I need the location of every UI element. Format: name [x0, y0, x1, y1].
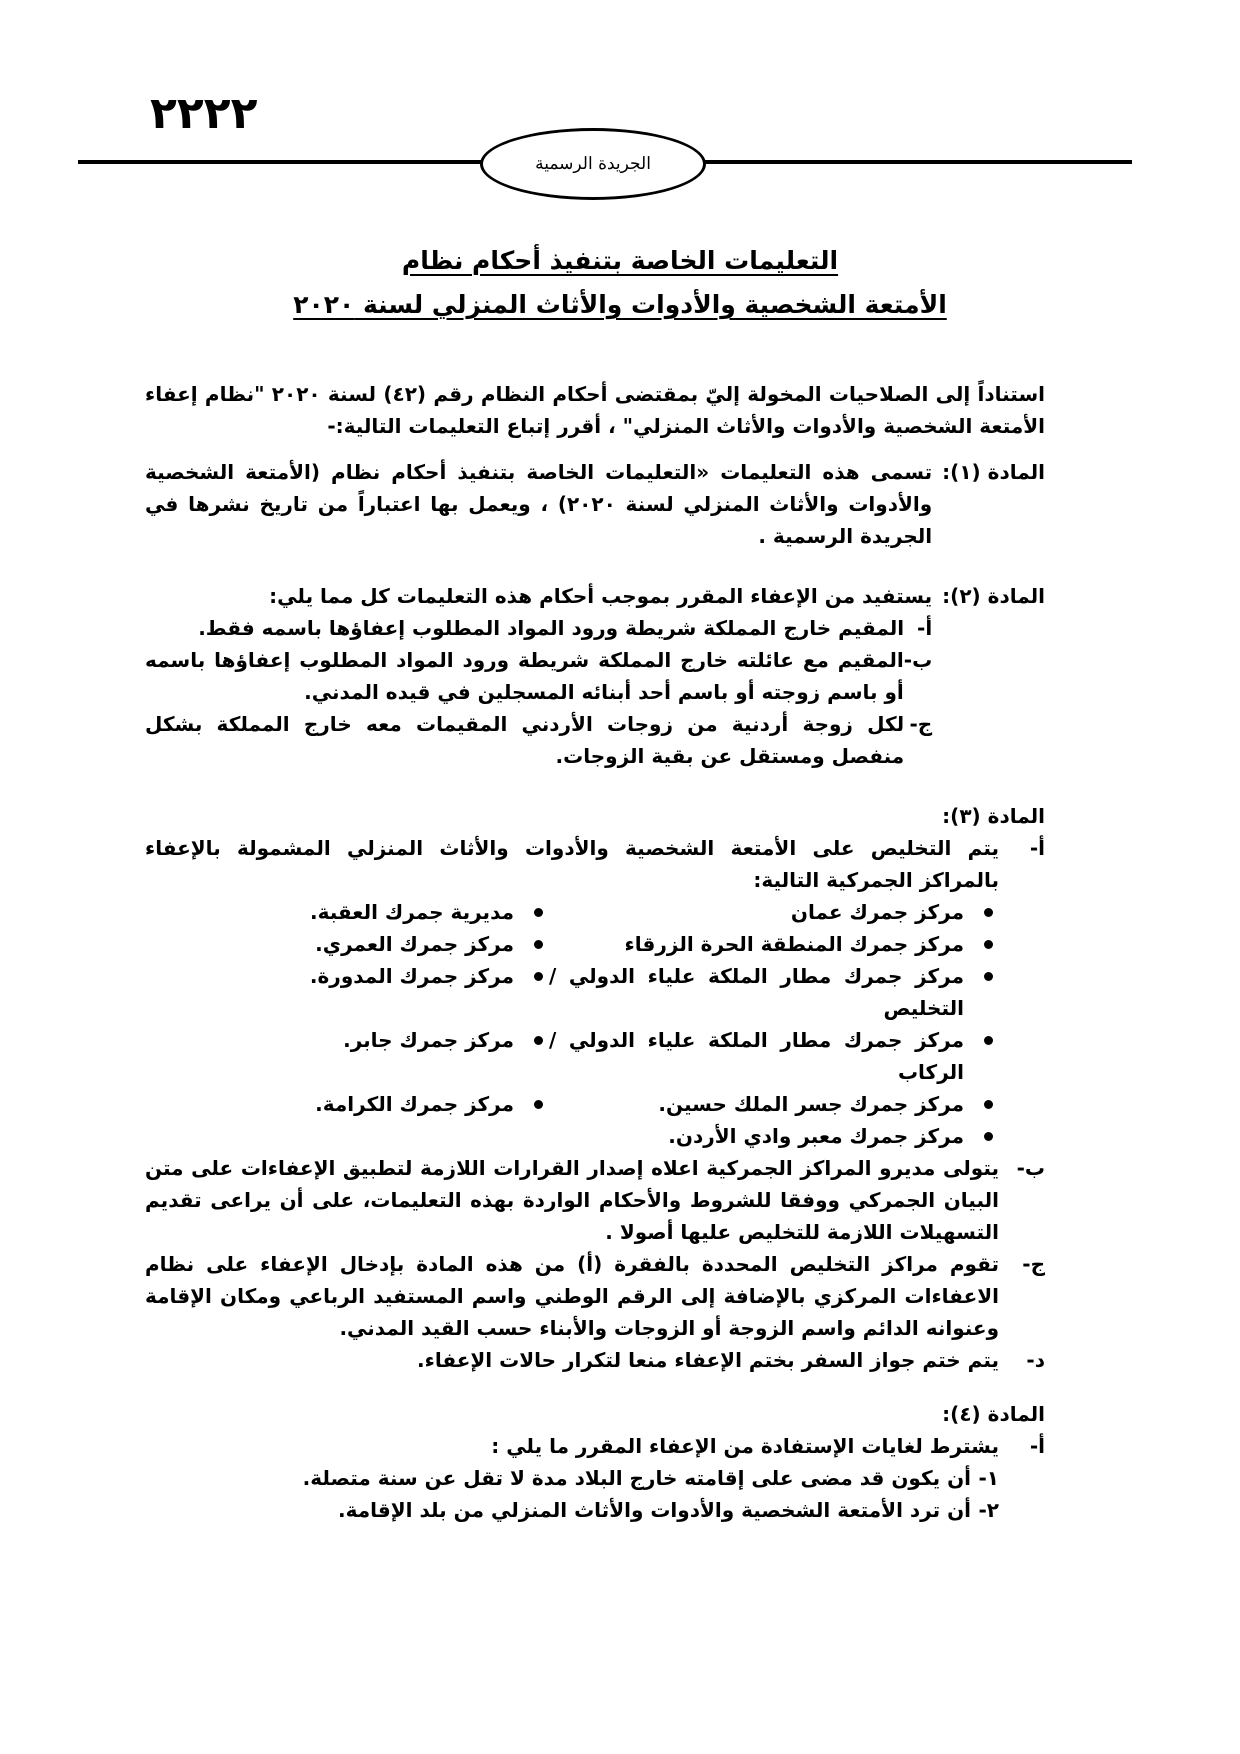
list-item: مركز جمرك جسر الملك حسين. [549, 1088, 999, 1120]
list-item: أ- المقيم خارج المملكة شريطة ورود المواد المطلوب إعفاؤها باسمه فقط. [198, 616, 933, 640]
bullet-icon [984, 908, 993, 917]
masthead-label: الجريدة الرسمية [535, 154, 651, 174]
article-4-paragraph-a: أ- يشترط لغايات الإستفادة من الإعفاء المقرر ما يلي : [491, 1434, 1045, 1458]
list-item: ب- المقيم مع عائلته خارج المملكة شريطة ورود المواد المطلوب إعفاؤها باسمه أو باسم زوجته أو باسم أحد أبنائه المسجلين في قيده المدني. [145, 648, 933, 704]
article-3 [145, 800, 1045, 1376]
article-4 [145, 1398, 1045, 1526]
list-item: مركز جمرك المدورة. [219, 960, 549, 1024]
list-item: مركز جمرك جابر. [219, 1024, 549, 1088]
preamble: استناداً إلى الصلاحيات المخولة إليّ بمقتضى أحكام النظام رقم (٤٢) لسنة ٢٠٢٠ "نظام إعفاء الأمتعة الشخصية والأدوات والأثاث المنزلي" ، أقرر إتباع التعليمات التالية:- [145, 382, 1045, 438]
list-item: ٢- أن ترد الأمتعة الشخصية والأدوات والأثاث المنزلي من بلد الإقامة. [338, 1498, 999, 1522]
customs-centers-list [145, 896, 999, 1152]
list-item: مركز جمرك المنطقة الحرة الزرقاء [549, 928, 999, 960]
document-body [145, 378, 1045, 1526]
article-2 [145, 580, 1045, 772]
article-3-paragraph-a: أ- يتم التخليص على الأمتعة الشخصية والأدوات والأثاث المنزلي المشمولة بالإعفاء بالمراكز الجمركية التالية: [145, 836, 1045, 892]
list-item: مركز جمرك العمري. [219, 928, 549, 960]
article-3-paragraph-c: ج- تقوم مراكز التخليص المحددة بالفقرة (أ) من هذه المادة بإدخال الإعفاء على نظام الاعفاءات المركزي بالإضافة إلى الرقم الوطني واسم المستفيد الرباعي ومكان الإقامة وعنوانه الدائم واسم الزوجة أو الزوجات والأبناء حسب القيد المدني. [145, 1252, 1045, 1340]
list-item: مركز جمرك الكرامة. [219, 1088, 549, 1120]
list-item: مديرية جمرك العقبة. [219, 896, 549, 928]
list-item: ج- لكل زوجة أردنية من زوجات الأردني المقيمات معه خارج المملكة بشكل منفصل ومستقل عن بقية الزوجات. [145, 712, 933, 768]
bullet-icon [534, 972, 543, 981]
article-1-text: تسمى هذه التعليمات «التعليمات الخاصة بتنفيذ أحكام نظام (الأمتعة الشخصية والأدوات والأثاث المنزلي لسنة ٢٠٢٠) ، ويعمل بها اعتباراً من تاريخ نشرها في الجريدة الرسمية . [145, 460, 933, 548]
article-3-paragraph-b: ب- يتولى مديرو المراكز الجمركية اعلاه إصدار القرارات اللازمة لتطبيق الإعفاءات على متن البيان الجمركي ووفقا للشروط والأحكام الواردة بهذه التعليمات، على أن يراعى تقديم التسهيلات اللازمة للتخليص عليها أصولا . [145, 1156, 1045, 1244]
bullet-icon [534, 908, 543, 917]
document-title-line-2: الأمتعة الشخصية والأدوات والأثاث المنزلي لسنة ٢٠٢٠ [293, 290, 947, 319]
article-1-label: المادة (١): [942, 460, 1045, 484]
article-2-intro: يستفيد من الإعفاء المقرر بموجب أحكام هذه التعليمات كل مما يلي: [269, 584, 933, 608]
article-1 [145, 456, 1045, 552]
bullet-icon [534, 1036, 543, 1045]
bullet-icon [984, 972, 993, 981]
bullet-icon [984, 1100, 993, 1109]
bullet-icon [984, 1036, 993, 1045]
bullet-icon [984, 1132, 993, 1141]
list-item: مركز جمرك مطار الملكة علياء الدولي / الركاب [549, 1024, 999, 1088]
list-item: مركز جمرك عمان [549, 896, 999, 928]
list-item: مركز جمرك مطار الملكة علياء الدولي / التخليص [549, 960, 999, 1024]
bullet-icon [534, 1100, 543, 1109]
article-3-paragraph-d: د- يتم ختم جواز السفر بختم الإعفاء منعا لتكرار حالات الإعفاء. [417, 1348, 1045, 1372]
bullet-icon [534, 940, 543, 949]
document-title-line-1: التعليمات الخاصة بتنفيذ أحكام نظام [401, 246, 839, 275]
list-item: مركز جمرك معبر وادي الأردن. [549, 1120, 999, 1152]
bullet-icon [984, 940, 993, 949]
article-2-label: المادة (٢): [942, 584, 1045, 608]
masthead-oval [480, 128, 706, 200]
article-3-label: المادة (٣): [942, 804, 1045, 828]
page-number: ٢٢٢٢ [150, 88, 258, 139]
article-4-label: المادة (٤): [942, 1402, 1045, 1426]
list-item: ١- أن يكون قد مضى على إقامته خارج البلاد مدة لا تقل عن سنة متصلة. [302, 1466, 999, 1490]
